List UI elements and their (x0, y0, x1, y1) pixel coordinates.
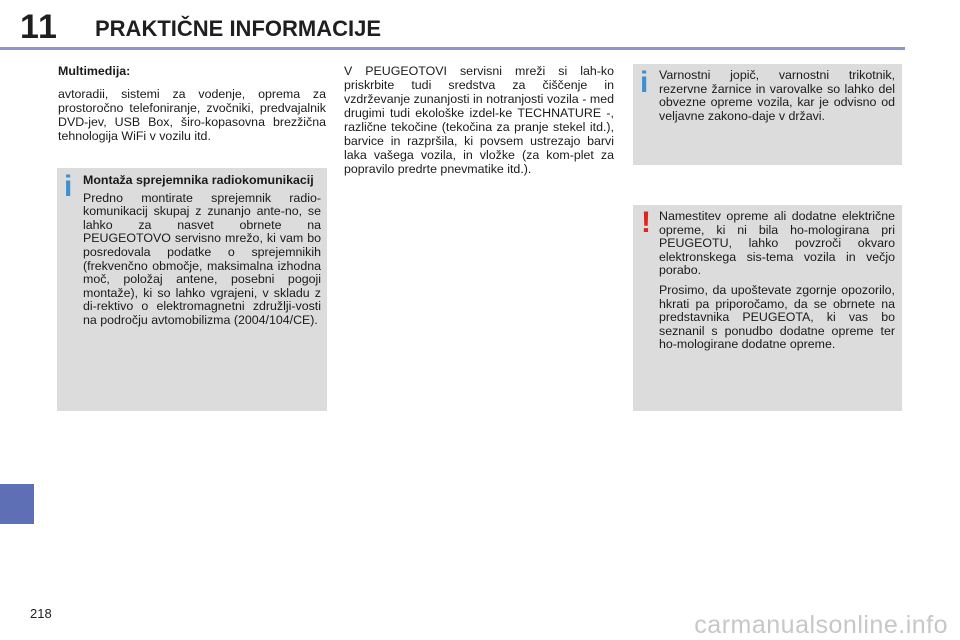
radio-info-content (83, 174, 321, 334)
info-icon: i (640, 66, 649, 99)
warning-icon: ! (641, 206, 651, 239)
multimedia-text: avtoradii, sistemi za vodenje, oprema za prostoročno telefoniranje, zvočniki, predvajalnik DVD-jev, USB Box, širo-kopasovna brezžična tehnologija WiFi v vozilu itd. (58, 87, 326, 143)
accessories-text: V PEUGEOTOVI servisni mreži si lah-ko priskrbite tudi sredstva za čiščenje in vzdrževanje zunanjosti in notranjosti vozila - med drugimi tudi ekološke izdel-ke TECHNATURE -, različne tekočine (tekočina za pranje stekel itd.), barvice in razpršila, ki povsem ustrezajo barvi laka vašega vozila, in vložke (za kom-plet za popravilo predrte pnevmatike itd.). (344, 64, 614, 176)
radio-info-text: Predno montirate sprejemnik radio-komunikacij skupaj z zunanjo ante-no, se lahko za nasvet obrnete na PEUGEOTOVO servisno mrežo, ki vam bo posredovala podatke o sprejemnikih (frekvenčno območje, maksimalna izhodna moč, položaj antene, posebni pogoji montaže), ki so lahko vgrajeni, v skladu z di-rektivo o elektromagnetni združlji-vosti na področju avtomobilizma (2004/104/CE). (83, 190, 321, 327)
chapter-title: PRAKTIČNE INFORMACIJE (95, 16, 382, 41)
info-icon: i (64, 170, 73, 203)
safety-info-content (659, 69, 895, 129)
accessories-section (344, 64, 614, 176)
safety-info-text: Varnostni jopič, varnostni trikotnik, rezervne žarnice in varovalke so lahko del obvezne opreme vozila, kar je odvisno od veljavne zakono-daje v državi. (659, 68, 895, 123)
multimedia-heading: Multimedija: (58, 64, 131, 78)
warning-box (633, 205, 902, 411)
page-number: 218 (30, 606, 52, 621)
radio-info-box (57, 168, 327, 411)
watermark: carmanualsonline.info (694, 611, 948, 639)
multimedia-section (58, 64, 326, 143)
warning-content (659, 210, 895, 358)
warning-text-2: Prosimo, da upoštevate zgornje opozorilo, hkrati pa priporočamo, da se obrnete na predstavnika PEUGEOTA, ki vas bo seznanil s ponudbo dodatne opreme ter ho-mologirane dodatne opreme. (659, 282, 895, 352)
warning-text-1: Namestitev opreme ali dodatne električne opreme, ki ni bila ho-mologirana pri PEUGEOTU, lahko povzroči okvaro elektronskega sis-tema vozila in večjo porabo. (659, 209, 895, 278)
header-rule (0, 47, 905, 50)
safety-info-box (633, 64, 902, 165)
side-tab (0, 484, 34, 524)
chapter-number: 11 (20, 8, 58, 46)
radio-info-title: Montaža sprejemnika radiokomunikacij (83, 173, 314, 187)
